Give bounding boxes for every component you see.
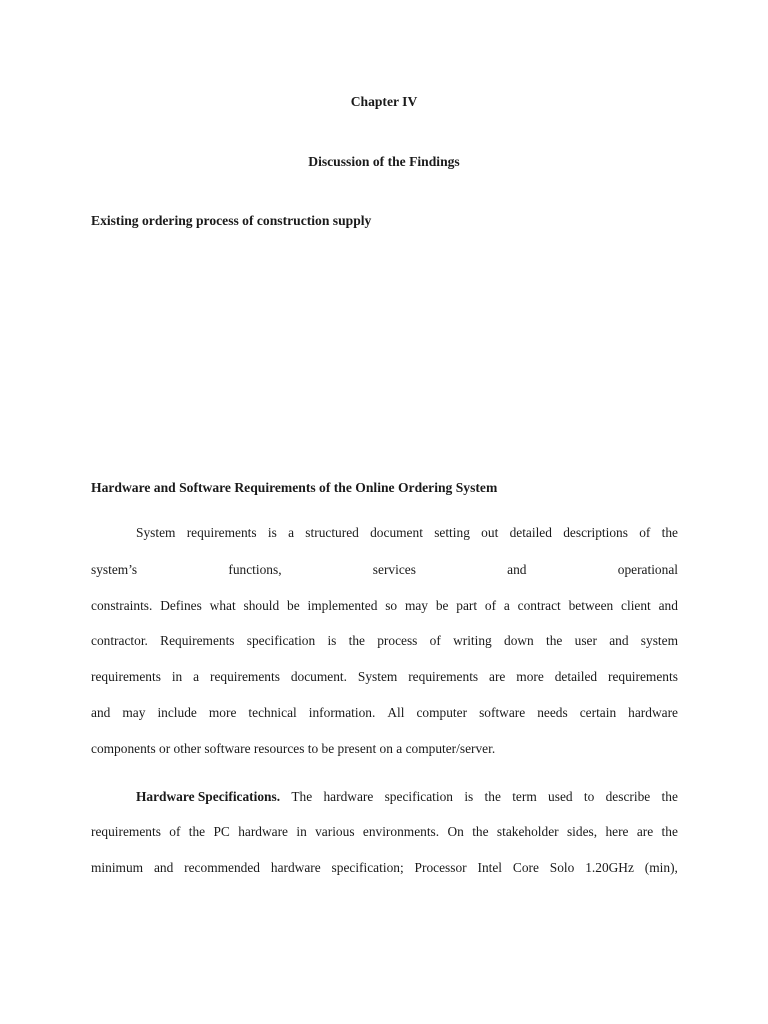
paragraph-word: used <box>548 789 573 804</box>
paragraph-word: (min), <box>644 860 678 875</box>
paragraph-word: needs <box>537 705 568 720</box>
paragraph-line <box>91 823 678 841</box>
paragraph-line <box>136 788 678 806</box>
paragraph-word: system <box>640 633 678 648</box>
paragraph-line <box>136 524 678 542</box>
paragraph-word: requirements <box>186 525 257 540</box>
paragraph-word: requirements <box>408 669 479 684</box>
paragraph-word: out <box>481 525 499 540</box>
paragraph-word: term <box>512 789 537 804</box>
paragraph-word: Solo <box>549 860 575 875</box>
paragraph-word: contractor. <box>91 633 148 648</box>
paragraph-word: functions, <box>228 562 282 577</box>
paragraph-word: software <box>479 705 526 720</box>
paragraph-word: the <box>661 824 678 839</box>
paragraph-word: the <box>188 824 206 839</box>
section-heading-existing-process: Existing ordering process of construction supply <box>91 213 372 228</box>
paragraph-word: include <box>157 705 197 720</box>
paragraph-word: in <box>296 824 307 839</box>
paragraph-word: more <box>208 705 237 720</box>
paragraph-word: are <box>636 824 654 839</box>
paragraph-word: the <box>472 824 489 839</box>
paragraph-word: document <box>370 525 423 540</box>
paragraph-word: what <box>209 598 236 613</box>
paragraph-word: of <box>429 633 441 648</box>
paragraph-word: contract <box>517 598 561 613</box>
paragraph-word: may <box>404 598 429 613</box>
paragraph-word: writing <box>453 633 492 648</box>
paragraph-word: Core <box>512 860 539 875</box>
paragraph-word: a <box>193 669 200 684</box>
paragraph-word: setting <box>434 525 470 540</box>
paragraph-word: and <box>507 562 527 577</box>
paragraph-word: Intel <box>477 860 503 875</box>
paragraph-word: should <box>243 598 280 613</box>
paragraph-word: process <box>377 633 418 648</box>
paragraph-word: document. <box>290 669 347 684</box>
paragraph-word: PC <box>213 824 230 839</box>
paragraph-word: may <box>122 705 146 720</box>
paragraph-word: is <box>267 525 277 540</box>
paragraph-word: detailed <box>509 525 552 540</box>
paragraph-word: hardware <box>628 705 678 720</box>
paragraph-word: the <box>661 525 678 540</box>
paragraph-word: are <box>489 669 506 684</box>
paragraph-word: constraints. <box>91 598 153 613</box>
paragraph-word: hardware <box>323 789 374 804</box>
paragraph-word: specification <box>246 633 316 648</box>
paragraph-word: Processor <box>414 860 467 875</box>
paragraph-word: System <box>357 669 398 684</box>
section-heading-hw-sw-requirements: Hardware and Software Requirements of the Online Ordering System <box>91 480 498 495</box>
paragraph-word: minimum <box>91 860 144 875</box>
paragraph-word: and <box>153 860 174 875</box>
paragraph-word: of <box>169 824 181 839</box>
paragraph-word: in <box>171 669 183 684</box>
paragraph-word: a <box>503 598 510 613</box>
paragraph-word: between <box>568 598 614 613</box>
paragraph-word: System <box>136 525 176 540</box>
paragraph-line <box>91 704 678 722</box>
paragraph-word: requirements <box>608 669 678 684</box>
paragraph-word: and <box>658 598 678 613</box>
paragraph-word: information. <box>308 705 376 720</box>
paragraph-word: to <box>583 789 595 804</box>
paragraph-word: is <box>464 789 474 804</box>
paragraph-word: descriptions <box>563 525 628 540</box>
paragraph-word: technical <box>248 705 297 720</box>
paragraph-word: a <box>288 525 295 540</box>
paragraph-word: so <box>385 598 398 613</box>
paragraph-word: client <box>621 598 651 613</box>
paragraph-word: structured <box>305 525 359 540</box>
paragraph-word: hardware <box>270 860 321 875</box>
paragraph-line <box>91 561 678 579</box>
paragraph-word: here <box>605 824 629 839</box>
paragraph-word: 1.20GHz <box>585 860 634 875</box>
paragraph-line <box>91 859 678 877</box>
paragraph-word: stakeholder <box>496 824 559 839</box>
paragraph-line <box>91 597 678 615</box>
paragraph-word: Defines <box>160 598 202 613</box>
paragraph-word: the <box>661 789 678 804</box>
paragraph-word: be <box>287 598 300 613</box>
paragraph-word: the <box>348 633 365 648</box>
paragraph-word: specification; <box>331 860 404 875</box>
paragraph-word: part <box>456 598 478 613</box>
paragraph-word: recommended <box>184 860 261 875</box>
paragraph-word: implemented <box>307 598 378 613</box>
paragraph-word: system’s <box>91 562 138 577</box>
paragraph-line <box>91 668 678 686</box>
paragraph-word: specification <box>384 789 454 804</box>
paragraph-word: environments. <box>362 824 440 839</box>
chapter-subtitle: Discussion of the Findings <box>308 154 460 169</box>
paragraph-word: describe <box>605 789 651 804</box>
paragraph-word: and <box>609 633 629 648</box>
paragraph-line <box>91 632 678 650</box>
paragraph-word: down <box>504 633 534 648</box>
paragraph-word: All <box>387 705 405 720</box>
paragraph-word: hardware <box>238 824 288 839</box>
paragraph-word: operational <box>617 562 678 577</box>
paragraph-word: is <box>327 633 337 648</box>
paragraph-word: sides, <box>566 824 598 839</box>
paragraph-word: of <box>484 598 497 613</box>
paragraph-word: more <box>516 669 544 684</box>
paragraph-word: and <box>91 705 111 720</box>
chapter-title: Chapter IV <box>350 94 418 109</box>
paragraph-word: the <box>484 789 501 804</box>
paragraph-word: various <box>315 824 355 839</box>
paragraph-word: On <box>447 824 464 839</box>
paragraph-word: computer <box>416 705 468 720</box>
paragraph-word: requirements <box>210 669 280 684</box>
paragraph-word: The <box>291 789 313 804</box>
paragraph-word: be <box>435 598 449 613</box>
paragraph-word: the <box>546 633 563 648</box>
paragraph-word: requirements <box>91 824 161 839</box>
paragraph-word: user <box>574 633 597 648</box>
paragraph-word: services <box>372 562 416 577</box>
paragraph-lead-in: Hardware Specifications. <box>136 789 281 804</box>
paragraph-word: certain <box>579 705 617 720</box>
paragraph-word: detailed <box>554 669 598 684</box>
paragraph-word: of <box>639 525 651 540</box>
paragraph-word: requirements <box>91 669 161 684</box>
paragraph-word: Requirements <box>160 633 235 648</box>
paragraph-line: components or other software resources to be present on a computer/server. <box>91 741 496 756</box>
